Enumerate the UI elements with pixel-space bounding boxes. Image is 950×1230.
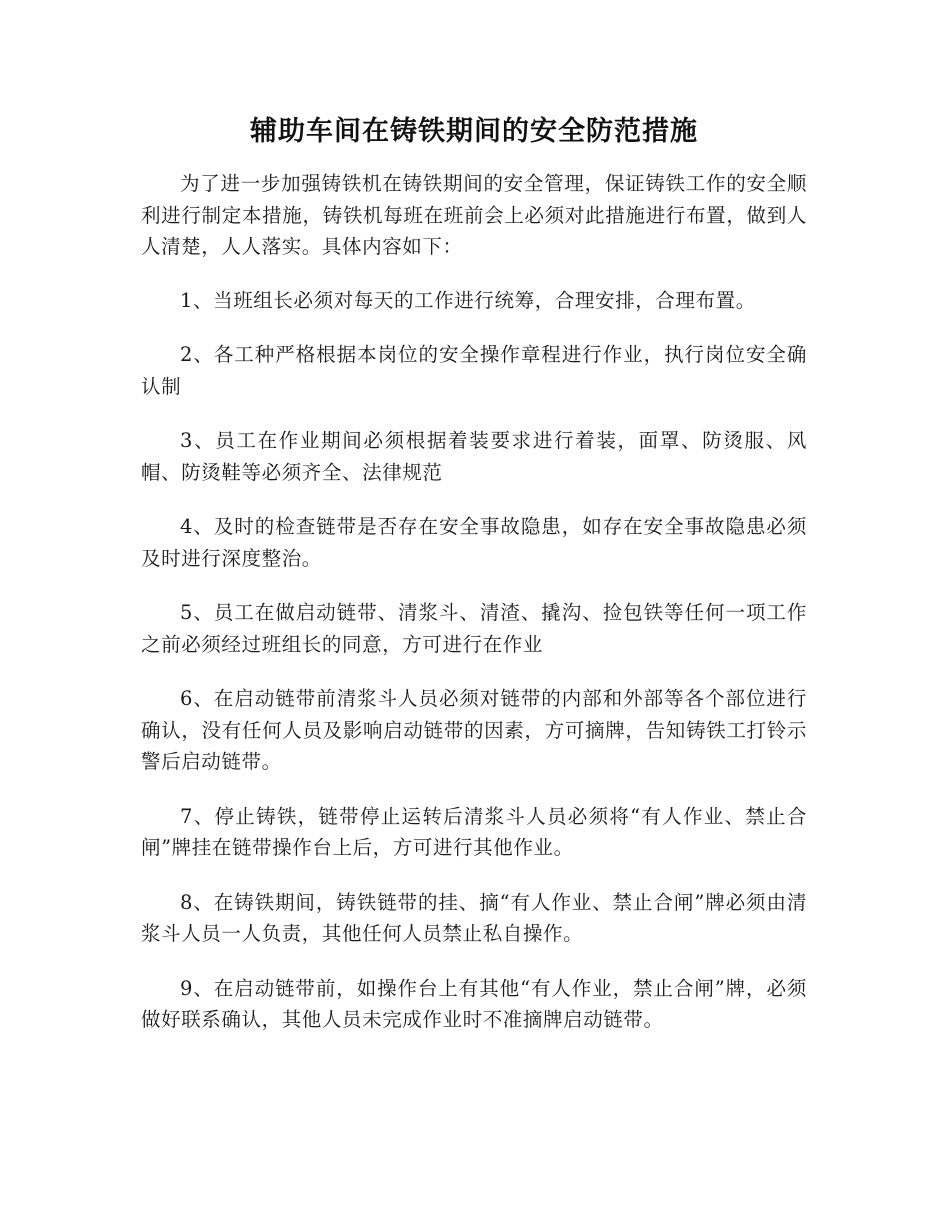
measure-item-8: 8、在铸铁期间，铸铁链带的挂、摘“有人作业、禁止合闸”牌必须由清浆斗人员一人负责，其他任何人员禁止私自操作。 (141, 890, 807, 945)
intro-paragraph: 为了进一步加强铸铁机在铸铁期间的安全管理，保证铸铁工作的安全顺利进行制定本措施，铸铁机每班在班前会上必须对此措施进行布置，做到人人清楚，人人落实。具体内容如下： (141, 172, 807, 258)
measure-item-4: 4、及时的检查链带是否存在安全事故隐患，如存在安全事故隐患必须及时进行深度整治。 (141, 515, 807, 570)
document-page (141, 112, 807, 1059)
measure-item-6: 6、在启动链带前清浆斗人员必须对链带的内部和外部等各个部位进行确认，没有任何人员及影响启动链带的因素，方可摘牌，告知铸铁工打铃示警后启动链带。 (141, 687, 807, 773)
measure-item-3: 3、员工在作业期间必须根据着装要求进行着装，面罩、防烫服、风帽、防烫鞋等必须齐全、法律规范 (141, 429, 807, 484)
measure-item-1: 1、当班组长必须对每天的工作进行统筹，合理安排，合理布置。 (180, 288, 756, 312)
measure-item-7: 7、停止铸铁，链带停止运转后清浆斗人员必须将“有人作业、禁止合闸”牌挂在链带操作台上后，方可进行其他作业。 (141, 804, 807, 859)
document-title: 辅助车间在铸铁期间的安全防范措施 (250, 116, 698, 147)
measure-item-9: 9、在启动链带前，如操作台上有其他“有人作业，禁止合闸”牌，必须做好联系确认，其他人员未完成作业时不准摘牌启动链带。 (141, 976, 807, 1031)
measure-item-2: 2、各工种严格根据本岗位的安全操作章程进行作业，执行岗位安全确认制 (141, 343, 807, 398)
measure-item-5: 5、员工在做启动链带、清浆斗、清渣、撬沟、捡包铁等任何一项工作之前必须经过班组长的同意，方可进行在作业 (141, 601, 807, 656)
